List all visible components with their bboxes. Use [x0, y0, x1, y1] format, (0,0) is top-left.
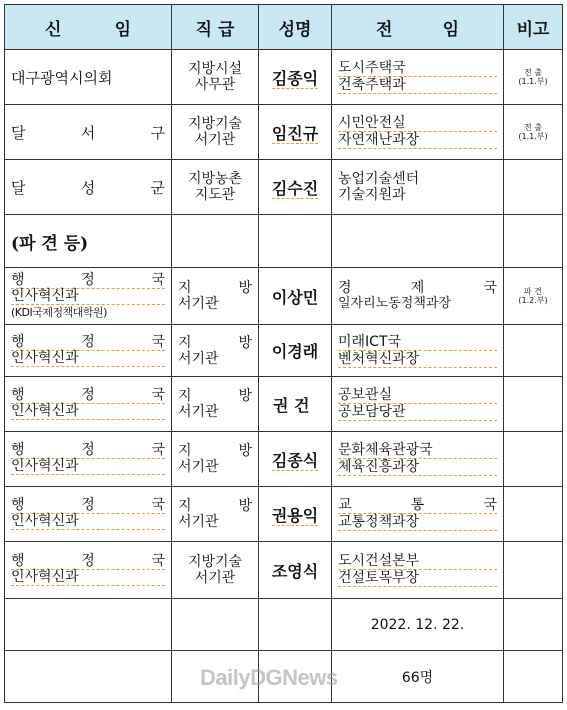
grade-line: 서기관 — [178, 350, 219, 367]
prev-post-line: 미래ICT국 — [338, 334, 497, 351]
person-name: 임진규 — [271, 123, 319, 143]
prev-post-line: 벤처혁신과장 — [338, 351, 497, 368]
name-cell — [259, 542, 332, 599]
grade-line: 서기관 — [178, 459, 219, 475]
name-cell — [259, 105, 332, 160]
remarks-cell — [504, 542, 563, 599]
grade-cell — [172, 160, 259, 215]
grade-cell — [172, 487, 259, 542]
new-post-line: 인사혁신과 — [11, 514, 165, 530]
person-name: 김종익 — [271, 68, 319, 88]
grade-line: 지 방 — [178, 443, 252, 459]
table-row — [5, 432, 563, 487]
grade-line: 지 방 — [178, 280, 252, 296]
remark-line: 전 출 — [524, 123, 542, 132]
new-post-line: 행 정 국 — [11, 553, 165, 569]
remark-line: 전 출 — [524, 68, 542, 77]
remark-line: (1.1.부) — [518, 132, 548, 141]
prev-post-cell — [332, 50, 504, 105]
remarks-cell — [504, 432, 563, 487]
table-row — [5, 105, 563, 160]
grade-line: 지 방 — [178, 388, 252, 404]
personnel-table — [4, 4, 563, 703]
grade-cell — [172, 377, 259, 432]
remarks-cell — [504, 487, 563, 542]
person-name: 이경래 — [271, 342, 319, 361]
prev-post-line: 문화체육관광국 — [338, 442, 497, 459]
table-row — [5, 50, 563, 105]
new-post-line: 인사혁신과 — [11, 404, 165, 420]
grade-line: 서기관 — [178, 514, 219, 530]
new-post-line: 인사혁신과 — [11, 289, 165, 305]
grade-line: 서기관 — [178, 404, 219, 420]
prev-post-line: 시민안전실 — [338, 115, 497, 132]
new-post-cell — [5, 432, 172, 487]
table-row — [5, 542, 563, 599]
table-row — [5, 377, 563, 432]
grade-cell — [172, 268, 259, 325]
remarks-cell — [504, 377, 563, 432]
news-watermark: DailyDGNews — [200, 665, 338, 690]
prev-post-cell — [332, 160, 504, 215]
date-cell: 2022. 12. 22. — [332, 599, 504, 651]
name-cell — [259, 377, 332, 432]
grade-line: 지도관 — [194, 187, 236, 203]
prev-post-line: 체육진흥과장 — [338, 459, 497, 476]
header-remarks: 비고 — [504, 5, 563, 50]
person-name: 권 건 — [273, 395, 310, 415]
table-row — [5, 487, 563, 542]
new-post-cell — [5, 377, 172, 432]
prev-post-line: 기술지원과 — [338, 187, 406, 203]
empty-cell — [332, 215, 504, 268]
person-name: 조영식 — [271, 561, 319, 581]
new-post-line: 인사혁신과 — [11, 459, 165, 475]
grade-line: 사무관 — [194, 77, 236, 93]
header-row — [5, 5, 563, 50]
prev-post-cell — [332, 325, 504, 377]
new-post-line: 행 정 국 — [11, 333, 165, 350]
new-post-cell — [5, 268, 172, 325]
new-post-line: 행 정 국 — [11, 387, 165, 403]
empty-cell — [504, 651, 563, 703]
grade-line: 지 방 — [178, 334, 252, 351]
grade-line: 지방농촌 — [187, 171, 243, 187]
prev-post-line: 도시건설본부 — [338, 553, 497, 570]
prev-post-line: 교 통 국 — [338, 497, 497, 513]
prev-post-line: 공보관실 — [338, 387, 497, 404]
grade-line: 서기관 — [194, 570, 236, 586]
remarks-cell — [504, 105, 563, 160]
header-grade: 직 급 — [172, 5, 259, 50]
prev-post-line: 농업기술센터 — [338, 171, 420, 187]
name-cell — [259, 268, 332, 325]
new-post-line: 행 정 국 — [11, 497, 165, 513]
table-row — [5, 325, 563, 377]
header-new-post: 신 임 — [5, 5, 172, 50]
new-post-line: 인사혁신과 — [11, 351, 165, 367]
new-post-cell — [5, 325, 172, 377]
prev-post-line: 건축주택과 — [338, 77, 497, 94]
grade-cell — [172, 105, 259, 160]
prev-post-line: 건설토목부장 — [338, 570, 497, 587]
empty-cell — [172, 599, 259, 651]
prev-post-line: 교통정책과장 — [338, 514, 497, 531]
grade-line: 지 방 — [178, 498, 252, 514]
group-label: (파 견 등) — [5, 215, 172, 268]
total-count-cell: 66명 — [332, 651, 504, 703]
empty-cell — [504, 599, 563, 651]
grade-cell — [172, 325, 259, 377]
remarks-cell — [504, 160, 563, 215]
empty-cell — [259, 215, 332, 268]
new-post-line: 행 정 국 — [11, 271, 165, 288]
name-cell — [259, 50, 332, 105]
new-post-cell: 대구광역시의회 — [5, 50, 172, 105]
person-name: 김종식 — [271, 450, 319, 470]
table-row — [5, 268, 563, 325]
name-cell — [259, 432, 332, 487]
remark-line: 파 견 — [524, 287, 542, 296]
remark-line: (1.2.부) — [518, 296, 548, 305]
header-name: 성명 — [259, 5, 332, 50]
person-name: 이상민 — [271, 287, 319, 307]
prev-post-cell — [332, 377, 504, 432]
new-post-cell — [5, 542, 172, 599]
new-post-note: (KDI국제정책대학원) — [11, 305, 107, 319]
table-row — [5, 160, 563, 215]
date-row — [5, 599, 563, 651]
prev-post-cell — [332, 105, 504, 160]
remarks-cell — [504, 325, 563, 377]
empty-cell — [259, 599, 332, 651]
name-cell — [259, 487, 332, 542]
grade-cell — [172, 50, 259, 105]
prev-post-line: 일자리노동정책과장 — [338, 296, 452, 311]
new-post-cell: 달 서 구 — [5, 105, 172, 160]
remark-line: (1.1.부) — [518, 77, 548, 86]
prev-post-line: 자연재난과장 — [338, 132, 497, 149]
remarks-cell — [504, 50, 563, 105]
prev-post-cell — [332, 432, 504, 487]
new-post-cell: 달 성 군 — [5, 160, 172, 215]
new-post-line: 행 정 국 — [11, 442, 165, 458]
header-prev-post: 전 임 — [332, 5, 504, 50]
new-post-cell — [5, 487, 172, 542]
grade-line: 서기관 — [178, 296, 219, 312]
grade-line: 지방시설 — [187, 61, 243, 77]
new-post-line: 인사혁신과 — [11, 570, 165, 586]
name-cell — [259, 325, 332, 377]
grade-cell — [172, 432, 259, 487]
empty-cell — [172, 215, 259, 268]
empty-cell — [5, 599, 172, 651]
grade-cell — [172, 542, 259, 599]
prev-post-line: 도시주택국 — [338, 60, 497, 77]
group-row — [5, 215, 563, 268]
grade-line: 지방기술 — [187, 116, 243, 132]
prev-post-cell — [332, 487, 504, 542]
prev-post-line: 경 제 국 — [338, 280, 497, 296]
grade-line: 서기관 — [194, 132, 236, 148]
prev-post-line: 공보담당관 — [338, 404, 497, 421]
prev-post-cell — [332, 542, 504, 599]
name-cell — [259, 160, 332, 215]
empty-cell — [504, 215, 563, 268]
person-name: 김수진 — [271, 178, 319, 198]
person-name: 권용익 — [271, 505, 319, 525]
prev-post-cell — [332, 268, 504, 325]
empty-cell — [5, 651, 172, 703]
remarks-cell — [504, 268, 563, 325]
grade-line: 지방기술 — [187, 554, 243, 570]
